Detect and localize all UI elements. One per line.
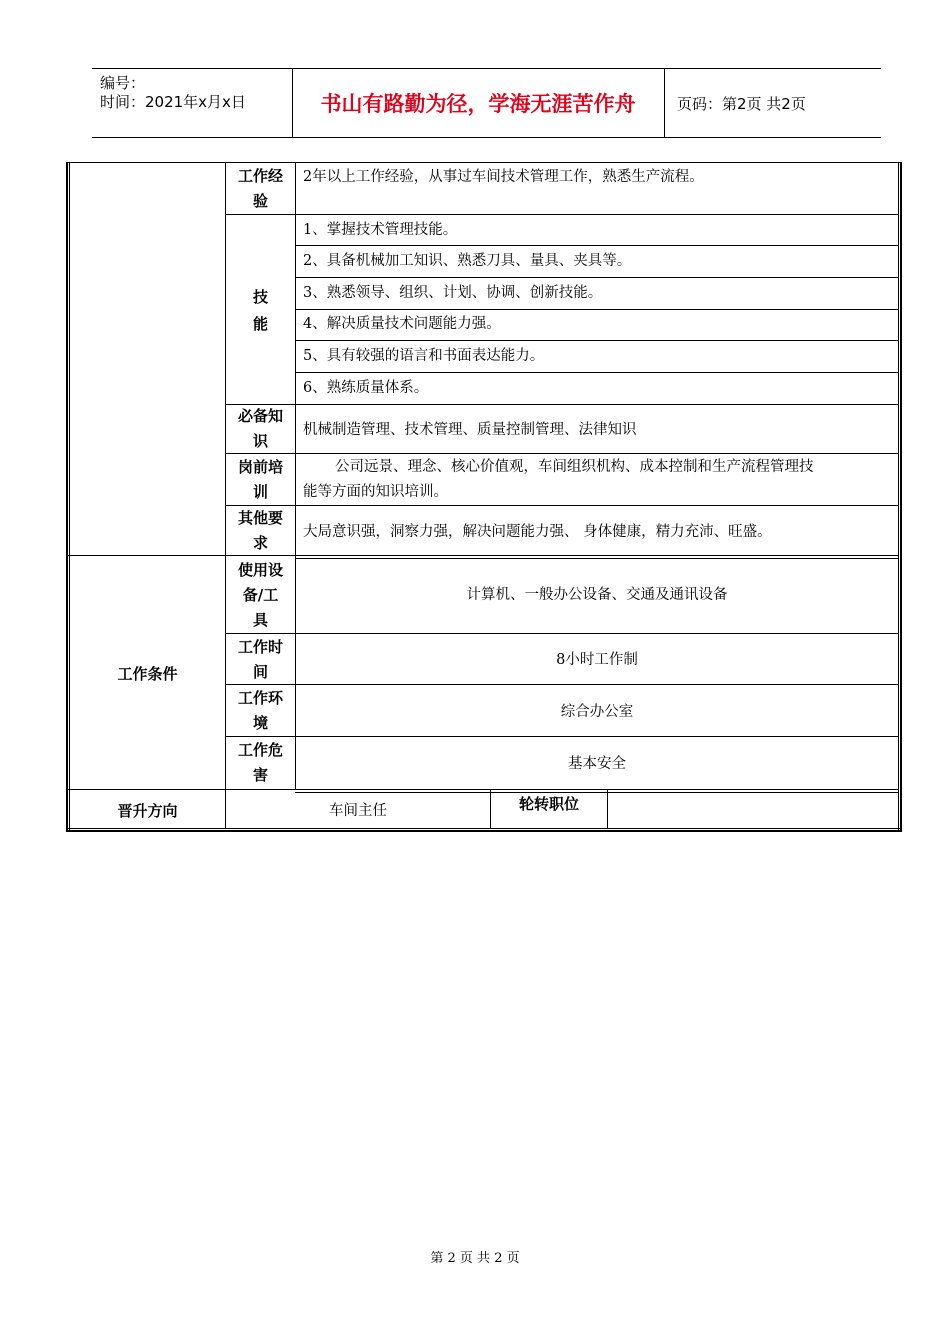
- work-environment-label: [226, 686, 295, 736]
- work-hours-label: [226, 635, 295, 685]
- work-hazard-value: 基本安全: [568, 756, 626, 772]
- label-line: 能: [252, 315, 268, 333]
- job-description-table: [66, 162, 902, 832]
- promotion-label: 晋升方向: [117, 802, 178, 820]
- experience-label: [226, 164, 295, 214]
- work-environment-value: 综合办公室: [560, 704, 634, 720]
- time-label: 时间：2021年x月x日: [100, 93, 246, 111]
- page-header: [92, 68, 881, 138]
- label-line: 工作时: [237, 638, 283, 656]
- knowledge-value: 机械制造管理、技术管理、质量控制管理、法律知识: [303, 422, 637, 438]
- work-hours-value: 8小时工作制: [556, 652, 638, 668]
- training-line: 能等方面的知识培训。: [303, 484, 448, 500]
- skills-label: [226, 284, 295, 338]
- training-label: [226, 455, 295, 505]
- label-line: 害: [252, 766, 268, 784]
- label-line: 具: [252, 611, 268, 629]
- label-line: 训: [252, 483, 268, 501]
- work-hazard-label: [226, 738, 295, 788]
- label-line: 境: [252, 714, 268, 732]
- label-line: 其他要: [237, 509, 283, 527]
- label-line: 岗前培: [237, 458, 283, 476]
- rotation-label: 轮转职位: [518, 795, 579, 813]
- number-label: 编号：: [100, 74, 146, 92]
- other-requirements-value: 大局意识强，洞察力强，解决问题能力强、 身体健康，精力充沛、旺盛。: [303, 524, 772, 540]
- header-meta: [92, 69, 293, 137]
- experience-value: 2年以上工作经验，从事过车间技术管理工作，熟悉生产流程。: [303, 169, 704, 185]
- label-line: 技: [252, 288, 268, 306]
- skill-item: 4、解决质量技术问题能力强。: [303, 316, 501, 332]
- work-conditions-label: 工作条件: [117, 665, 178, 683]
- label-line: 工作经: [237, 167, 283, 185]
- label-line: 验: [252, 192, 268, 210]
- skill-item: 3、熟悉领导、组织、计划、协调、创新技能。: [303, 285, 603, 301]
- other-requirements-label: [226, 506, 295, 556]
- training-value: [303, 455, 895, 505]
- skill-item: 1、掌握技术管理技能。: [303, 222, 458, 238]
- training-line: 公司远景、理念、核心价值观，车间组织机构、成本控制和生产流程管理技: [335, 459, 814, 475]
- promotion-value: 车间主任: [329, 803, 387, 819]
- equipment-value: 计算机、一般办公设备、交通及通讯设备: [466, 587, 728, 603]
- knowledge-label: [226, 404, 295, 454]
- label-line: 工作危: [237, 741, 283, 759]
- skill-item: 6、熟练质量体系。: [303, 380, 429, 396]
- label-line: 使用设: [237, 561, 283, 579]
- label-line: 识: [252, 432, 268, 450]
- label-line: 备/工: [242, 586, 279, 604]
- skill-item: 5、具有较强的语言和书面表达能力。: [303, 348, 545, 364]
- label-line: 求: [252, 534, 268, 552]
- page-footer: 第 2 页 共 2 页: [430, 1251, 520, 1266]
- header-page-info: 页码：第2页 共2页: [677, 94, 806, 113]
- skill-item: 2、具备机械加工知识、熟悉刀具、量具、夹具等。: [303, 253, 632, 269]
- label-line: 间: [252, 663, 268, 681]
- label-line: 工作环: [237, 689, 283, 707]
- header-motto: 书山有路勤为径，学海无涯苦作舟: [292, 69, 665, 137]
- equipment-label: [226, 558, 295, 633]
- label-line: 必备知: [237, 407, 283, 425]
